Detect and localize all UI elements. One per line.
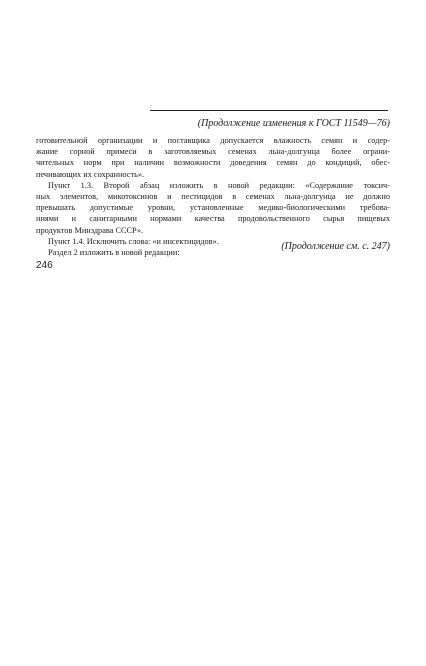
text-line: чительных норм при наличии возможности доведения семян до кондиций, обес- bbox=[36, 158, 390, 168]
text-line: превышать допустимые уровни, установленные медико-биологическими требова- bbox=[36, 203, 390, 213]
text-line: готовительной организации и поставщика допускается влажность семян и содер- bbox=[36, 136, 390, 145]
header-rule bbox=[150, 110, 388, 111]
text-line: Пункт 1.4. Исключить слова: «и инсектицидов». bbox=[48, 236, 219, 246]
page-number: 246 bbox=[36, 260, 53, 271]
text-line: ниями и санитарными нормами качества продовольственного сырья пищевых bbox=[36, 214, 390, 224]
text-line: ных элементов, микотоксинов и пестицидов в семенах льна-долгунца не должно bbox=[36, 191, 390, 201]
body-text bbox=[36, 135, 390, 258]
text-line: Пункт 1.3. Второй абзац изложить в новой редакции: «Содержание токсич- bbox=[48, 180, 390, 190]
continuation-header: (Продолжение изменения к ГОСТ 11549—76) bbox=[197, 118, 390, 129]
text-line: жание сорной примеси в заготовляемых семенах льна-долгунца более ограни- bbox=[36, 147, 390, 157]
continuation-footer: (Продолжение см. с. 247) bbox=[281, 241, 390, 252]
text-line: продуктов Минздрава СССР». bbox=[36, 225, 144, 235]
text-line: Раздел 2 изложить в новой редакции: bbox=[48, 247, 180, 257]
text-line: печивающих их сохранность». bbox=[36, 169, 145, 179]
